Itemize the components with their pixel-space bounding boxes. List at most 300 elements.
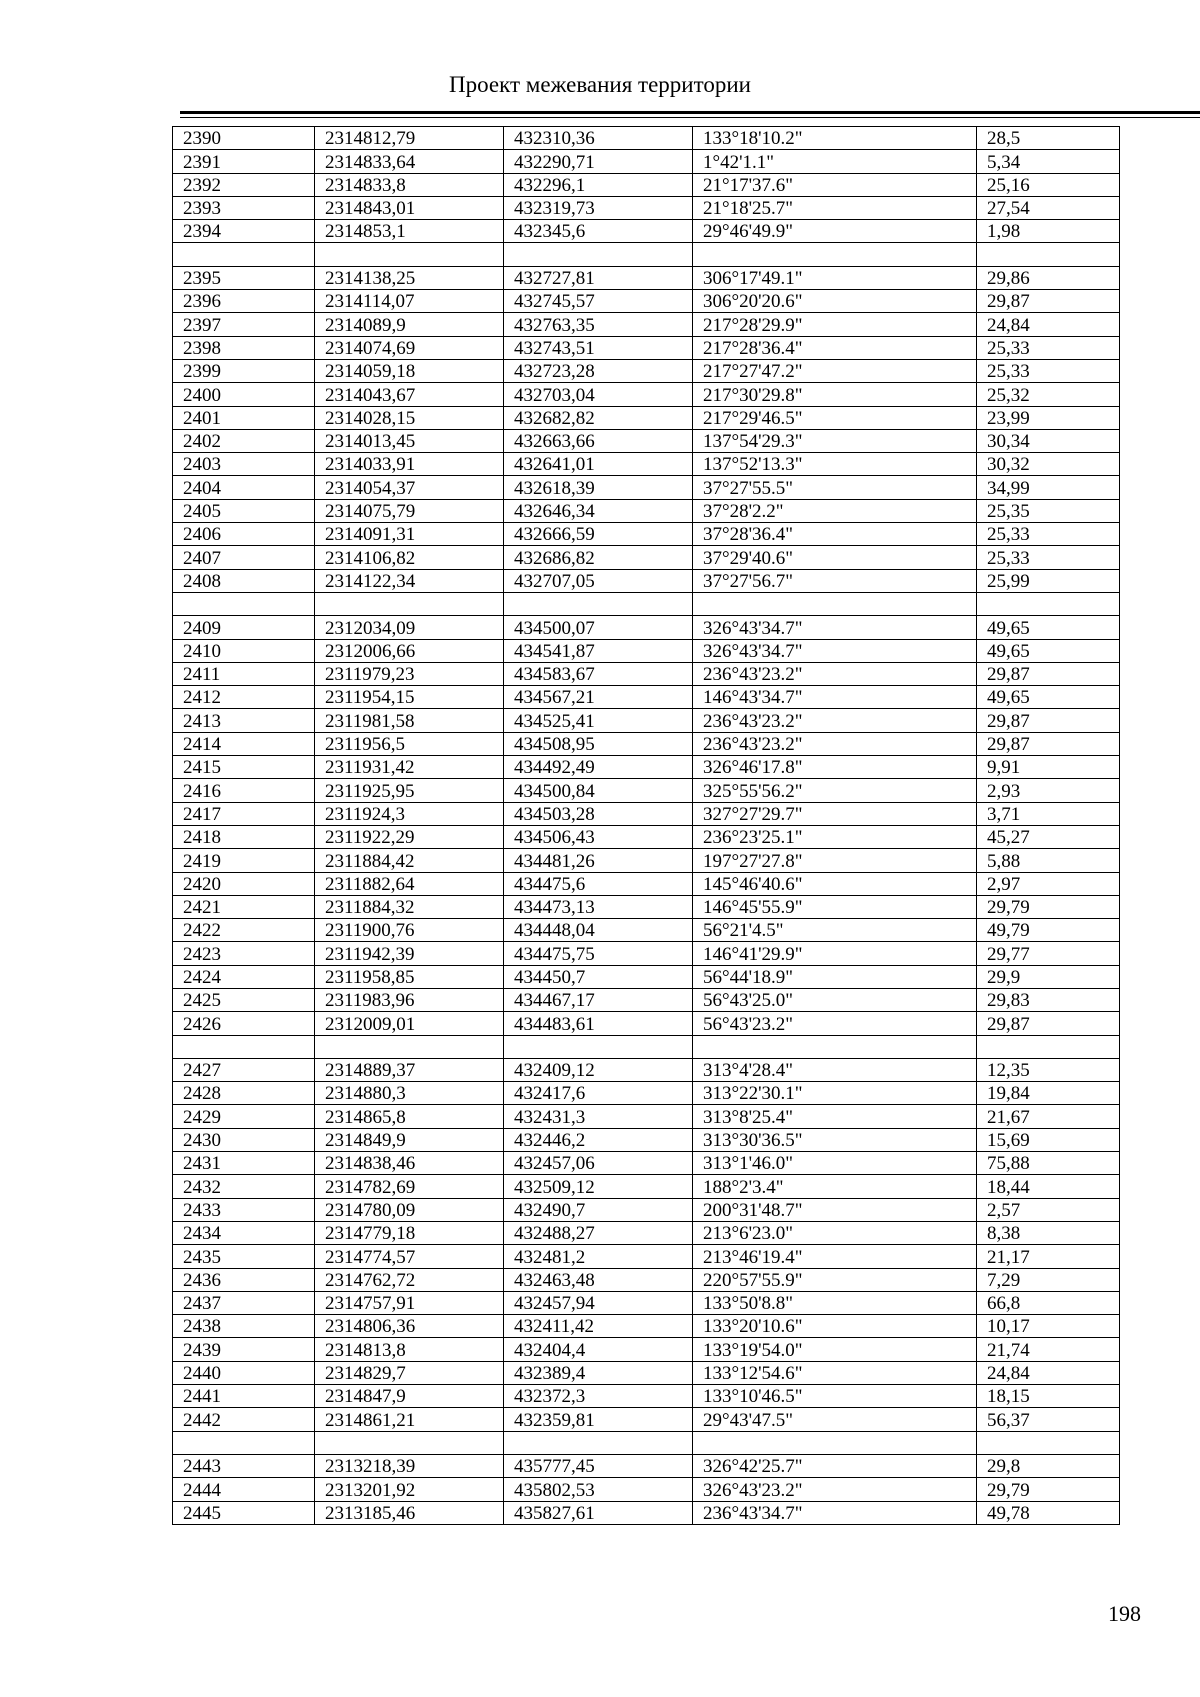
page-number: 198 [1108, 1601, 1141, 1626]
x-coordinate-cell: 2314074,69 [315, 336, 504, 359]
x-coordinate-cell: 2314865,8 [315, 1105, 504, 1128]
y-coordinate-cell: 432686,82 [504, 546, 693, 569]
table-row [173, 173, 1120, 196]
table-row [173, 662, 1120, 685]
y-coordinate-cell: 432431,3 [504, 1105, 693, 1128]
y-coordinate-cell [504, 592, 693, 615]
direction-angle-cell: 236°43'23.2" [693, 732, 977, 755]
x-coordinate-cell: 2314762,72 [315, 1268, 504, 1291]
y-coordinate-cell: 432372,3 [504, 1385, 693, 1408]
table-row [173, 266, 1120, 289]
point-number-cell: 2433 [173, 1198, 315, 1221]
table-row [173, 1152, 1120, 1175]
x-coordinate-cell: 2314106,82 [315, 546, 504, 569]
y-coordinate-cell: 434508,95 [504, 732, 693, 755]
table-row [173, 895, 1120, 918]
y-coordinate-cell: 432618,39 [504, 476, 693, 499]
x-coordinate-cell: 2314043,67 [315, 383, 504, 406]
direction-angle-cell: 236°43'23.2" [693, 662, 977, 685]
point-number-cell: 2395 [173, 266, 315, 289]
x-coordinate-cell: 2311979,23 [315, 662, 504, 685]
x-coordinate-cell: 2314757,91 [315, 1291, 504, 1314]
point-number-cell: 2407 [173, 546, 315, 569]
distance-cell: 29,77 [977, 942, 1120, 965]
y-coordinate-cell: 432488,27 [504, 1221, 693, 1244]
x-coordinate-cell: 2314091,31 [315, 523, 504, 546]
x-coordinate-cell: 2313218,39 [315, 1454, 504, 1477]
table-row [173, 965, 1120, 988]
distance-cell: 21,67 [977, 1105, 1120, 1128]
distance-cell: 29,87 [977, 662, 1120, 685]
y-coordinate-cell: 432666,59 [504, 523, 693, 546]
distance-cell: 29,87 [977, 732, 1120, 755]
direction-angle-cell: 29°46'49.9" [693, 220, 977, 243]
table-row [173, 313, 1120, 336]
point-number-cell: 2401 [173, 406, 315, 429]
table-row [173, 1291, 1120, 1314]
distance-cell: 1,98 [977, 220, 1120, 243]
table-row [173, 1454, 1120, 1477]
y-coordinate-cell: 434475,6 [504, 872, 693, 895]
direction-angle-cell: 217°28'36.4" [693, 336, 977, 359]
table-row [173, 1198, 1120, 1221]
table-row [173, 476, 1120, 499]
table-row [173, 196, 1120, 219]
y-coordinate-cell: 434567,21 [504, 686, 693, 709]
x-coordinate-cell: 2314806,36 [315, 1315, 504, 1338]
table-row [173, 1058, 1120, 1081]
table-row [173, 686, 1120, 709]
table-row [173, 1501, 1120, 1524]
y-coordinate-cell: 432411,42 [504, 1315, 693, 1338]
table-row [173, 1385, 1120, 1408]
direction-angle-cell: 213°6'23.0" [693, 1221, 977, 1244]
distance-cell: 25,33 [977, 546, 1120, 569]
distance-cell: 56,37 [977, 1408, 1120, 1431]
point-number-cell: 2438 [173, 1315, 315, 1338]
distance-cell: 5,88 [977, 849, 1120, 872]
y-coordinate-cell: 434503,28 [504, 802, 693, 825]
table-row [173, 756, 1120, 779]
direction-angle-cell: 313°1'46.0" [693, 1152, 977, 1175]
table-row [173, 1361, 1120, 1384]
table-row [173, 1245, 1120, 1268]
direction-angle-cell [693, 243, 977, 266]
y-coordinate-cell: 432663,66 [504, 429, 693, 452]
coordinates-table [172, 126, 1120, 1525]
distance-cell: 29,87 [977, 290, 1120, 313]
table-row [173, 802, 1120, 825]
direction-angle-cell: 56°43'23.2" [693, 1012, 977, 1035]
y-coordinate-cell: 432359,81 [504, 1408, 693, 1431]
direction-angle-cell: 133°19'54.0" [693, 1338, 977, 1361]
direction-angle-cell [693, 592, 977, 615]
point-number-cell: 2431 [173, 1152, 315, 1175]
direction-angle-cell: 217°28'29.9" [693, 313, 977, 336]
distance-cell: 27,54 [977, 196, 1120, 219]
table-separator-row [173, 1035, 1120, 1058]
table-row [173, 1268, 1120, 1291]
table-row [173, 1478, 1120, 1501]
y-coordinate-cell: 434450,7 [504, 965, 693, 988]
direction-angle-cell: 326°46'17.8" [693, 756, 977, 779]
x-coordinate-cell: 2314838,46 [315, 1152, 504, 1175]
x-coordinate-cell [315, 1431, 504, 1454]
table-row [173, 616, 1120, 639]
y-coordinate-cell: 432743,51 [504, 336, 693, 359]
table-row [173, 1105, 1120, 1128]
y-coordinate-cell: 432345,6 [504, 220, 693, 243]
y-coordinate-cell: 434448,04 [504, 919, 693, 942]
direction-angle-cell: 137°52'13.3" [693, 453, 977, 476]
point-number-cell: 2404 [173, 476, 315, 499]
distance-cell: 25,33 [977, 336, 1120, 359]
distance-cell: 49,78 [977, 1501, 1120, 1524]
distance-cell: 49,65 [977, 686, 1120, 709]
x-coordinate-cell: 2314861,21 [315, 1408, 504, 1431]
point-number-cell: 2400 [173, 383, 315, 406]
direction-angle-cell: 313°22'30.1" [693, 1082, 977, 1105]
distance-cell: 45,27 [977, 825, 1120, 848]
distance-cell: 2,97 [977, 872, 1120, 895]
table-row [173, 709, 1120, 732]
distance-cell: 7,29 [977, 1268, 1120, 1291]
table-row [173, 127, 1120, 150]
point-number-cell: 2436 [173, 1268, 315, 1291]
point-number-cell: 2424 [173, 965, 315, 988]
point-number-cell: 2423 [173, 942, 315, 965]
point-number-cell: 2394 [173, 220, 315, 243]
point-number-cell [173, 1431, 315, 1454]
table-row [173, 383, 1120, 406]
distance-cell: 24,84 [977, 1361, 1120, 1384]
point-number-cell: 2399 [173, 359, 315, 382]
table-row [173, 453, 1120, 476]
table-row [173, 1315, 1120, 1338]
point-number-cell: 2408 [173, 569, 315, 592]
point-number-cell: 2434 [173, 1221, 315, 1244]
distance-cell: 29,8 [977, 1454, 1120, 1477]
y-coordinate-cell [504, 1431, 693, 1454]
direction-angle-cell: 56°21'4.5" [693, 919, 977, 942]
y-coordinate-cell: 432509,12 [504, 1175, 693, 1198]
point-number-cell: 2392 [173, 173, 315, 196]
point-number-cell: 2411 [173, 662, 315, 685]
point-number-cell: 2406 [173, 523, 315, 546]
point-number-cell [173, 592, 315, 615]
point-number-cell: 2441 [173, 1385, 315, 1408]
table-row [173, 150, 1120, 173]
y-coordinate-cell: 432310,36 [504, 127, 693, 150]
table-row [173, 220, 1120, 243]
point-number-cell: 2421 [173, 895, 315, 918]
y-coordinate-cell: 434541,87 [504, 639, 693, 662]
table-row [173, 849, 1120, 872]
x-coordinate-cell: 2311925,95 [315, 779, 504, 802]
y-coordinate-cell: 432290,71 [504, 150, 693, 173]
distance-cell: 25,16 [977, 173, 1120, 196]
direction-angle-cell: 197°27'27.8" [693, 849, 977, 872]
x-coordinate-cell [315, 1035, 504, 1058]
distance-cell: 25,32 [977, 383, 1120, 406]
point-number-cell: 2416 [173, 779, 315, 802]
table-row [173, 1082, 1120, 1105]
direction-angle-cell: 325°55'56.2" [693, 779, 977, 802]
y-coordinate-cell: 432646,34 [504, 499, 693, 522]
point-number-cell: 2393 [173, 196, 315, 219]
direction-angle-cell: 217°30'29.8" [693, 383, 977, 406]
direction-angle-cell [693, 1431, 977, 1454]
point-number-cell: 2445 [173, 1501, 315, 1524]
distance-cell: 29,79 [977, 1478, 1120, 1501]
direction-angle-cell: 217°27'47.2" [693, 359, 977, 382]
direction-angle-cell: 236°23'25.1" [693, 825, 977, 848]
point-number-cell: 2403 [173, 453, 315, 476]
direction-angle-cell: 37°28'2.2" [693, 499, 977, 522]
distance-cell: 28,5 [977, 127, 1120, 150]
point-number-cell: 2430 [173, 1128, 315, 1151]
distance-cell: 75,88 [977, 1152, 1120, 1175]
y-coordinate-cell: 432707,05 [504, 569, 693, 592]
distance-cell: 21,74 [977, 1338, 1120, 1361]
x-coordinate-cell: 2314847,9 [315, 1385, 504, 1408]
point-number-cell: 2391 [173, 150, 315, 173]
x-coordinate-cell: 2314880,3 [315, 1082, 504, 1105]
x-coordinate-cell [315, 243, 504, 266]
distance-cell: 29,83 [977, 988, 1120, 1011]
x-coordinate-cell: 2311954,15 [315, 686, 504, 709]
direction-angle-cell: 146°45'55.9" [693, 895, 977, 918]
table-row [173, 336, 1120, 359]
x-coordinate-cell: 2314138,25 [315, 266, 504, 289]
distance-cell [977, 243, 1120, 266]
point-number-cell: 2425 [173, 988, 315, 1011]
direction-angle-cell: 326°43'34.7" [693, 616, 977, 639]
x-coordinate-cell: 2311956,5 [315, 732, 504, 755]
x-coordinate-cell: 2311958,85 [315, 965, 504, 988]
distance-cell: 23,99 [977, 406, 1120, 429]
direction-angle-cell: 1°42'1.1" [693, 150, 977, 173]
y-coordinate-cell: 432745,57 [504, 290, 693, 313]
y-coordinate-cell: 432409,12 [504, 1058, 693, 1081]
y-coordinate-cell: 432481,2 [504, 1245, 693, 1268]
distance-cell: 19,84 [977, 1082, 1120, 1105]
direction-angle-cell: 56°44'18.9" [693, 965, 977, 988]
y-coordinate-cell: 432727,81 [504, 266, 693, 289]
distance-cell: 29,86 [977, 266, 1120, 289]
direction-angle-cell: 145°46'40.6" [693, 872, 977, 895]
table-row [173, 732, 1120, 755]
direction-angle-cell: 313°8'25.4" [693, 1105, 977, 1128]
distance-cell: 9,91 [977, 756, 1120, 779]
table-separator-row [173, 592, 1120, 615]
distance-cell: 49,65 [977, 616, 1120, 639]
direction-angle-cell: 217°29'46.5" [693, 406, 977, 429]
table-row [173, 1408, 1120, 1431]
x-coordinate-cell: 2314812,79 [315, 127, 504, 150]
y-coordinate-cell: 434475,75 [504, 942, 693, 965]
direction-angle-cell: 133°20'10.6" [693, 1315, 977, 1338]
point-number-cell: 2417 [173, 802, 315, 825]
distance-cell: 2,57 [977, 1198, 1120, 1221]
direction-angle-cell: 213°46'19.4" [693, 1245, 977, 1268]
direction-angle-cell: 56°43'25.0" [693, 988, 977, 1011]
y-coordinate-cell: 434506,43 [504, 825, 693, 848]
x-coordinate-cell: 2314075,79 [315, 499, 504, 522]
point-number-cell: 2396 [173, 290, 315, 313]
distance-cell: 49,65 [977, 639, 1120, 662]
point-number-cell: 2390 [173, 127, 315, 150]
direction-angle-cell: 137°54'29.3" [693, 429, 977, 452]
x-coordinate-cell: 2311884,42 [315, 849, 504, 872]
direction-angle-cell: 21°17'37.6" [693, 173, 977, 196]
distance-cell: 12,35 [977, 1058, 1120, 1081]
x-coordinate-cell: 2311884,32 [315, 895, 504, 918]
direction-angle-cell: 306°20'20.6" [693, 290, 977, 313]
x-coordinate-cell: 2311983,96 [315, 988, 504, 1011]
header-rule-thick [180, 111, 1200, 114]
distance-cell: 21,17 [977, 1245, 1120, 1268]
y-coordinate-cell: 432463,48 [504, 1268, 693, 1291]
direction-angle-cell: 236°43'23.2" [693, 709, 977, 732]
table-row [173, 429, 1120, 452]
y-coordinate-cell: 432763,35 [504, 313, 693, 336]
x-coordinate-cell: 2314779,18 [315, 1221, 504, 1244]
x-coordinate-cell: 2311981,58 [315, 709, 504, 732]
direction-angle-cell: 29°43'47.5" [693, 1408, 977, 1431]
x-coordinate-cell: 2314122,34 [315, 569, 504, 592]
point-number-cell: 2437 [173, 1291, 315, 1314]
x-coordinate-cell: 2314033,91 [315, 453, 504, 476]
x-coordinate-cell: 2313185,46 [315, 1501, 504, 1524]
x-coordinate-cell: 2314843,01 [315, 196, 504, 219]
x-coordinate-cell: 2314829,7 [315, 1361, 504, 1384]
point-number-cell: 2432 [173, 1175, 315, 1198]
distance-cell: 18,44 [977, 1175, 1120, 1198]
x-coordinate-cell: 2314089,9 [315, 313, 504, 336]
table-row [173, 406, 1120, 429]
table-row [173, 1338, 1120, 1361]
table-row [173, 1012, 1120, 1035]
y-coordinate-cell: 435777,45 [504, 1454, 693, 1477]
point-number-cell: 2397 [173, 313, 315, 336]
distance-cell: 25,33 [977, 523, 1120, 546]
table-row [173, 359, 1120, 382]
point-number-cell [173, 1035, 315, 1058]
distance-cell: 15,69 [977, 1128, 1120, 1151]
point-number-cell: 2428 [173, 1082, 315, 1105]
x-coordinate-cell: 2314780,09 [315, 1198, 504, 1221]
x-coordinate-cell: 2314028,15 [315, 406, 504, 429]
table-row [173, 546, 1120, 569]
distance-cell: 29,87 [977, 709, 1120, 732]
direction-angle-cell: 326°43'34.7" [693, 639, 977, 662]
x-coordinate-cell: 2314054,37 [315, 476, 504, 499]
point-number-cell: 2420 [173, 872, 315, 895]
x-coordinate-cell: 2314853,1 [315, 220, 504, 243]
direction-angle-cell: 37°27'55.5" [693, 476, 977, 499]
distance-cell [977, 1431, 1120, 1454]
distance-cell: 30,32 [977, 453, 1120, 476]
point-number-cell: 2443 [173, 1454, 315, 1477]
point-number-cell: 2413 [173, 709, 315, 732]
y-coordinate-cell: 432703,04 [504, 383, 693, 406]
distance-cell: 10,17 [977, 1315, 1120, 1338]
distance-cell: 30,34 [977, 429, 1120, 452]
distance-cell: 8,38 [977, 1221, 1120, 1244]
distance-cell: 2,93 [977, 779, 1120, 802]
table-row [173, 290, 1120, 313]
x-coordinate-cell: 2312034,09 [315, 616, 504, 639]
point-number-cell: 2439 [173, 1338, 315, 1361]
x-coordinate-cell: 2311900,76 [315, 919, 504, 942]
table-row [173, 942, 1120, 965]
direction-angle-cell: 37°28'36.4" [693, 523, 977, 546]
x-coordinate-cell: 2314833,8 [315, 173, 504, 196]
distance-cell: 29,87 [977, 1012, 1120, 1035]
distance-cell: 25,99 [977, 569, 1120, 592]
y-coordinate-cell: 432319,73 [504, 196, 693, 219]
direction-angle-cell: 327°27'29.7" [693, 802, 977, 825]
direction-angle-cell: 146°43'34.7" [693, 686, 977, 709]
distance-cell: 29,79 [977, 895, 1120, 918]
point-number-cell: 2409 [173, 616, 315, 639]
table-row [173, 499, 1120, 522]
direction-angle-cell: 220°57'55.9" [693, 1268, 977, 1291]
direction-angle-cell: 37°27'56.7" [693, 569, 977, 592]
point-number-cell: 2427 [173, 1058, 315, 1081]
x-coordinate-cell: 2311931,42 [315, 756, 504, 779]
x-coordinate-cell: 2311924,3 [315, 802, 504, 825]
table-row [173, 1221, 1120, 1244]
direction-angle-cell: 326°42'25.7" [693, 1454, 977, 1477]
distance-cell [977, 592, 1120, 615]
table-row [173, 569, 1120, 592]
direction-angle-cell: 146°41'29.9" [693, 942, 977, 965]
direction-angle-cell: 236°43'34.7" [693, 1501, 977, 1524]
y-coordinate-cell: 435802,53 [504, 1478, 693, 1501]
x-coordinate-cell: 2314849,9 [315, 1128, 504, 1151]
distance-cell [977, 1035, 1120, 1058]
y-coordinate-cell: 432457,94 [504, 1291, 693, 1314]
y-coordinate-cell: 432682,82 [504, 406, 693, 429]
distance-cell: 34,99 [977, 476, 1120, 499]
direction-angle-cell: 326°43'23.2" [693, 1478, 977, 1501]
distance-cell: 3,71 [977, 802, 1120, 825]
x-coordinate-cell: 2314782,69 [315, 1175, 504, 1198]
page-header-title: Проект межевания территории [449, 72, 751, 97]
direction-angle-cell: 133°50'8.8" [693, 1291, 977, 1314]
point-number-cell: 2398 [173, 336, 315, 359]
y-coordinate-cell: 432457,06 [504, 1152, 693, 1175]
direction-angle-cell: 133°18'10.2" [693, 127, 977, 150]
x-coordinate-cell: 2312006,66 [315, 639, 504, 662]
x-coordinate-cell: 2314114,07 [315, 290, 504, 313]
x-coordinate-cell: 2314889,37 [315, 1058, 504, 1081]
point-number-cell: 2412 [173, 686, 315, 709]
direction-angle-cell: 313°4'28.4" [693, 1058, 977, 1081]
y-coordinate-cell: 432296,1 [504, 173, 693, 196]
y-coordinate-cell: 434467,17 [504, 988, 693, 1011]
x-coordinate-cell: 2313201,92 [315, 1478, 504, 1501]
point-number-cell: 2419 [173, 849, 315, 872]
point-number-cell: 2426 [173, 1012, 315, 1035]
coordinates-table-body [173, 127, 1120, 1525]
y-coordinate-cell: 432446,2 [504, 1128, 693, 1151]
table-row [173, 988, 1120, 1011]
table-row [173, 1175, 1120, 1198]
distance-cell: 24,84 [977, 313, 1120, 336]
